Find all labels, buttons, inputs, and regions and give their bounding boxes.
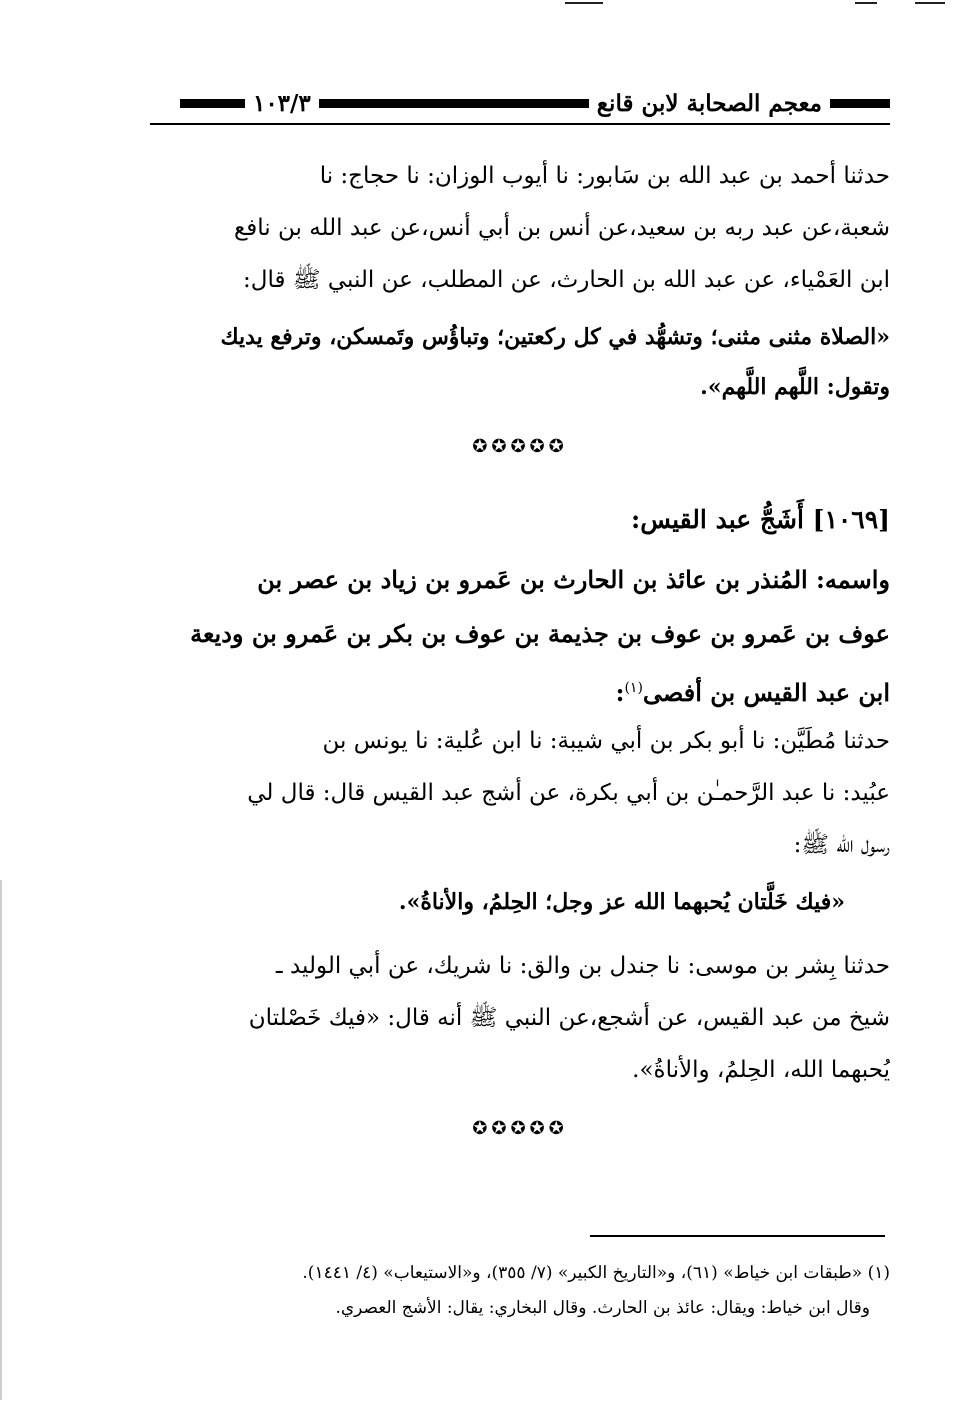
text-line: يُحبهما الله، الحِلمُ، والأناةُ». <box>632 1057 890 1083</box>
text-line: واسمه: المُنذر بن عائذ بن الحارث بن عَمرو بن زياد بن عصر بن <box>257 565 890 594</box>
text-line: «الصلاة مثنى مثنى؛ وتشهُّد في كل ركعتين؛ وتباؤُس وتَمسكن، وترفع يديك <box>220 324 890 350</box>
footnote-1: (١) «طبقات ابن خياط» (٦١)، و«التاريخ الكبير» (٧/ ٣٥٥)، و«الاستيعاب» (٤/ ١٤٤١). <box>302 1263 890 1283</box>
text-line <box>150 661 890 715</box>
page-number: ١٠٣/٣ <box>252 89 311 117</box>
footnote-rule <box>590 1235 885 1237</box>
paragraph-isnad-2 <box>150 715 890 871</box>
header-rule <box>150 123 890 125</box>
text-line: «فيك خَلَّتان يُحبهما الله عز وجل؛ الحِلمُ، والأناةُ». <box>398 889 845 915</box>
text-line: وتقول: اللَّهم اللَّهم». <box>700 374 890 400</box>
footnote-1-continued: وقال ابن خياط: ويقال: عائذ بن الحارث. وقال البخاري: يقال: الأشج العصري. <box>335 1298 870 1318</box>
text-line: حدثنا أحمد بن عبد الله بن سَابور: نا أيوب الوزان: نا حجاج: نا <box>319 163 890 189</box>
running-header <box>150 86 890 124</box>
paragraph-isnad-3 <box>150 940 890 1096</box>
text-line: شيخ من عبد القيس، عن أشجع،عن النبي ﷺ أنه قال: «فيك خَصْلتان <box>248 1005 890 1031</box>
text-line: حدثنا بِشر بن موسى: نا جندل بن والق: نا شريك، عن أبي الوليد ـ <box>275 953 890 979</box>
line-end-colon: : <box>615 678 625 707</box>
header-bar-middle <box>319 99 589 108</box>
name-paragraph <box>150 553 890 715</box>
hadith-text-2 <box>150 878 890 926</box>
header-bar-left <box>180 99 245 108</box>
scan-mark <box>915 2 945 4</box>
entry-heading <box>150 495 890 545</box>
footnote-marker: (١) <box>624 680 643 696</box>
scan-edge <box>0 880 2 1400</box>
text-line: شعبة،عن عبد ربه بن سعيد،عن أنس بن أبي أنس،عن عبد الله بن نافع <box>234 215 890 241</box>
text-line: عبُيد: نا عبد الرَّحمـٰن بن أبي بكرة، عن أشج عبد القيس قال: قال لي <box>247 780 890 806</box>
section-separator: ✪✪✪✪✪ <box>472 436 568 457</box>
text-line-part: ابن عبد القيس بن أفصى <box>642 678 890 707</box>
text-line: حدثنا مُطَيَّن: نا أبو بكر بن أبي شيبة: نا ابن عُلية: نا يونس بن <box>322 728 890 754</box>
text-line: عوف بن عَمرو بن عوف بن جذيمة بن عوف بن بكر بن عَمرو بن وديعة <box>190 619 890 648</box>
section-separator: ✪✪✪✪✪ <box>472 1118 568 1139</box>
header-bar-right <box>830 99 890 108</box>
header-title: معجم الصحابة لابن قانع <box>596 89 822 117</box>
hadith-text-1 <box>150 312 890 412</box>
paragraph-isnad-1 <box>150 150 890 306</box>
text-line: رسول الله ﷺ: <box>793 832 890 858</box>
scan-mark <box>565 2 603 4</box>
entry-heading-text: [١٠٦٩] أَشَجُّ عبد القيس: <box>631 505 890 534</box>
scan-mark <box>855 2 877 4</box>
text-line: ابن العَمْياء، عن عبد الله بن الحارث، عن المطلب، عن النبي ﷺ قال: <box>242 267 890 293</box>
